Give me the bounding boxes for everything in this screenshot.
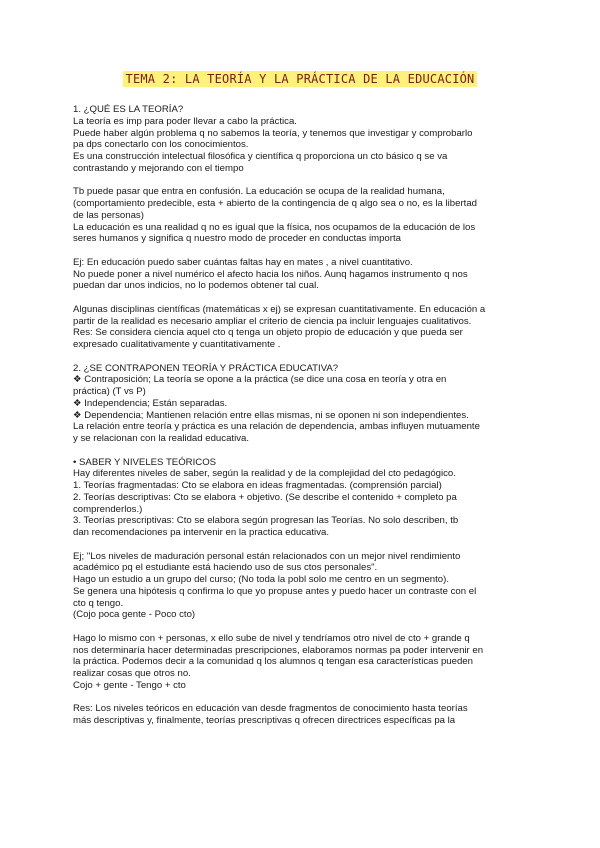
text-line: Algunas disciplinas científicas (matemáticas x ej) se expresan cuantitativamente. En educación a [73, 303, 486, 315]
text-line: Tb puede pasar que entra en confusión. La educación se ocupa de la realidad humana, [73, 186, 445, 198]
text-line: contrastando y mejorando con el tiempo [73, 162, 244, 174]
text-line: pa dps conectarlo con los conocimientos. [73, 139, 249, 151]
text-line: Ej; "Los niveles de maduración personal están relacionados con un mejor nivel rendimiento [73, 550, 461, 562]
text-line: Puede haber algún problema q no sabemos la teoría, y tenemos que investigar y comprobarlo [73, 127, 473, 139]
paragraph-gap [73, 351, 533, 363]
text-line: Res: Los niveles teóricos en educación van desde fragmentos de conocimiento hasta teorías [73, 703, 468, 715]
text-line: partir de la realidad es necesario ampliar el criterio de ciencia pa incluir lenguajes cualitativos. [73, 315, 472, 327]
text-line: la práctica. Podemos decir a la comunidad q los alumnos q tengan esa características pueden [73, 656, 473, 668]
page-title-block [0, 70, 600, 88]
text-line: (comportamiento predecible, esta + abierto de la contingencia de q algo sea o no, es la libertad [73, 198, 477, 209]
text-line: y se relacionan con la realidad educativa. [73, 433, 249, 444]
text-line: ❖ Contraposición; La teoría se opone a la práctica (se dice una cosa en teoría y otra en [73, 374, 447, 386]
paragraph-gap [73, 292, 533, 304]
text-line: dan recomendaciones pa intervenir en la practica educativa. [73, 527, 329, 538]
text-line: realizar cosas que otros no. [73, 668, 191, 679]
text-line: ❖ Independencia; Están separadas. [73, 397, 228, 409]
text-line: Res: Se considera ciencia aquel cto q tenga un objeto propio de educación y que pueda ser [73, 327, 463, 339]
text-line: No puede poner a nivel numérico el afecto hacia los niños. Aunq hagamos instrumento q nos [73, 268, 468, 280]
text-line: comprenderlos.) [73, 503, 143, 515]
text-line: expresado cualitativamente y cuantitativamente . [73, 339, 281, 350]
document-body [73, 104, 533, 727]
text-line: Hay diferentes niveles de saber, según la realidad y de la complejidad del cto pedagógico. [73, 468, 456, 480]
text-line: puedan dar unos indicios, no lo podemos obtener tal cual. [73, 280, 319, 292]
text-line: 1. Teorías fragmentadas: Cto se elabora en ideas fragmentadas. (comprensión parcial) [73, 480, 442, 491]
text-line: ❖ Dependencia; Mantienen relación entre ellas mismas, ni se oponen ni son independientes. [73, 409, 469, 421]
text-line: académico pq el estudiante está haciendo uso de sus ctos personales". [73, 562, 378, 574]
text-line: La educación es una realidad q no es igual que la física, nos ocupamos de la educación de los [73, 221, 476, 233]
text-line: Ej: En educación puedo saber cuántas faltas hay en mates , a nivel cuantitativo. [73, 256, 413, 268]
text-line: Hago un estudio a un grupo del curso; (No toda la pobl solo me centro en un segmento). [73, 574, 449, 585]
text-line: La relación entre teoría y práctica es una relación de dependencia, ambas influyen mutuamente [73, 421, 480, 433]
text-line: Es una construcción intelectual filosófica y científica q proporciona un cto básico q se va [73, 151, 448, 162]
text-line: cto q tengo. [73, 597, 124, 609]
text-line: práctica) (T vs P) [73, 386, 146, 397]
page-title: TEMA 2: LA TEORÍA Y LA PRÁCTICA DE LA EDUCACIÓN [123, 71, 478, 87]
text-line: • SABER Y NIVELES TEÓRICOS [73, 456, 217, 468]
text-line: nos determinaría hacer determinadas prescripciones, elaboramos normas pa poder intervenir en [73, 644, 484, 656]
text-line: Se genera una hipótesis q confirma lo que yo propuse antes y puedo hacer un contraste con el [73, 585, 477, 597]
text-line: (Cojo poca gente - Poco cto) [73, 609, 196, 621]
text-line: de las personas) [73, 209, 144, 221]
paragraph-gap [73, 445, 533, 457]
text-line: Cojo + gente - Tengo + cto [73, 679, 186, 691]
paragraph-gap [73, 245, 533, 257]
text-line: seres humanos y significa q nuestro modo de proceder en conductas importa [73, 233, 401, 245]
paragraph-gap [73, 621, 533, 633]
text-line: Hago lo mismo con + personas, x ello sube de nivel y tendríamos otro nivel de cto + grande q [73, 632, 470, 644]
text-line: 2. ¿SE CONTRAPONEN TEORÍA Y PRÁCTICA EDUCATIVA? [73, 362, 339, 374]
text-line: 1. ¿QUÉ ES LA TEORÍA? [73, 104, 184, 115]
paragraph-gap [73, 692, 533, 704]
text-line: 2. Teorías descriptivas: Cto se elabora + objetivo. (Se describe el contenido + completo pa [73, 491, 457, 503]
paragraph-gap [73, 175, 533, 187]
text-line: La teoría es imp para poder llevar a cabo la práctica. [73, 115, 297, 127]
text-line: más descriptivas y, finalmente, teorías prescriptivas q ofrecen directrices específicas pa la [73, 715, 456, 726]
paragraph-gap [73, 539, 533, 551]
text-line: 3. Teorías prescriptivas: Cto se elabora según progresan las Teorías. No solo describen, tb [73, 515, 459, 527]
